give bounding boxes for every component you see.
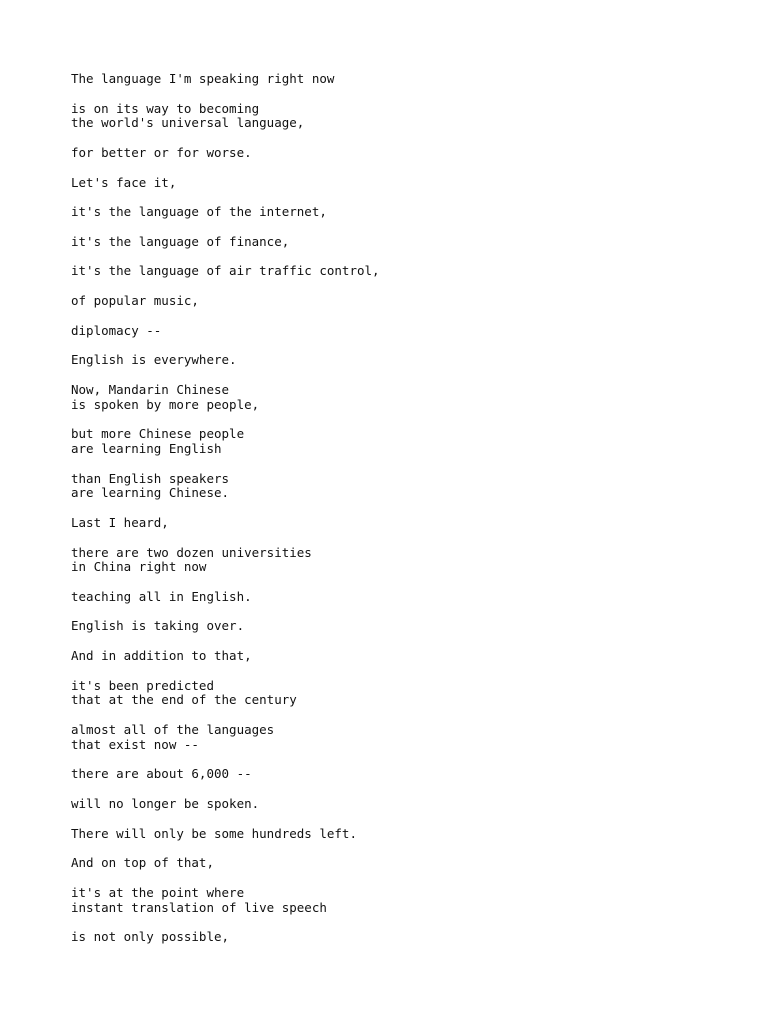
transcript-paragraph	[71, 516, 751, 531]
transcript-line: And in addition to that,	[71, 648, 252, 664]
transcript-line: almost all of the languages	[71, 722, 275, 738]
transcript-paragraph	[71, 797, 751, 812]
transcript-paragraph	[71, 723, 751, 753]
transcript-paragraph	[71, 886, 751, 916]
transcript-line: instant translation of live speech	[71, 899, 327, 915]
transcript-paragraph	[71, 827, 751, 842]
transcript-paragraph	[71, 353, 751, 368]
transcript-line: Now, Mandarin Chinese	[71, 381, 230, 397]
transcript-paragraph	[71, 856, 751, 871]
transcript-line: it's the language of finance,	[71, 233, 290, 249]
transcript-paragraph	[71, 383, 751, 413]
transcript-paragraph	[71, 324, 751, 339]
transcript-paragraph	[71, 767, 751, 782]
transcript-line: in China right now	[71, 559, 207, 575]
transcript-paragraph	[71, 294, 751, 309]
transcript-paragraph	[71, 235, 751, 250]
transcript-line: that exist now --	[71, 736, 199, 752]
transcript-line: English is everywhere.	[71, 352, 237, 368]
transcript-line: will no longer be spoken.	[71, 796, 260, 812]
transcript-line: it's at the point where	[71, 884, 245, 900]
transcript-line: And on top of that,	[71, 855, 214, 871]
transcript-line: There will only be some hundreds left.	[71, 825, 357, 841]
transcript-line: that at the end of the century	[71, 692, 297, 708]
transcript-line: is not only possible,	[71, 929, 230, 945]
transcript-paragraph	[71, 472, 751, 502]
transcript-paragraph	[71, 546, 751, 576]
transcript-line: diplomacy --	[71, 322, 162, 338]
transcript-line: it's been predicted	[71, 677, 214, 693]
transcript-paragraph	[71, 649, 751, 664]
transcript-line: it's the language of air traffic control,	[71, 263, 380, 279]
transcript-line: but more Chinese people	[71, 426, 245, 442]
transcript-line: teaching all in English.	[71, 588, 252, 604]
transcript-line: Let's face it,	[71, 174, 177, 190]
transcript-paragraph	[71, 619, 751, 634]
transcript-line: is on its way to becoming	[71, 100, 260, 116]
transcript-line: than English speakers	[71, 470, 230, 486]
transcript-paragraph	[71, 102, 751, 132]
transcript-page	[71, 72, 751, 960]
transcript-paragraph	[71, 264, 751, 279]
transcript-line: there are about 6,000 --	[71, 766, 252, 782]
transcript-line: are learning Chinese.	[71, 485, 230, 501]
transcript-paragraph	[71, 176, 751, 191]
transcript-paragraph	[71, 146, 751, 161]
transcript-line: English is taking over.	[71, 618, 245, 634]
transcript-paragraph	[71, 427, 751, 457]
transcript-paragraph	[71, 72, 751, 87]
transcript-line: there are two dozen universities	[71, 544, 312, 560]
transcript-line: are learning English	[71, 440, 222, 456]
transcript-paragraph	[71, 930, 751, 945]
transcript-line: of popular music,	[71, 292, 199, 308]
transcript-line: Last I heard,	[71, 514, 169, 530]
transcript-line: the world's universal language,	[71, 115, 305, 131]
transcript-line: is spoken by more people,	[71, 396, 260, 412]
transcript-line: for better or for worse.	[71, 144, 252, 160]
transcript-paragraph	[71, 205, 751, 220]
transcript-paragraph	[71, 679, 751, 709]
transcript-line: it's the language of the internet,	[71, 204, 327, 220]
transcript-paragraph	[71, 590, 751, 605]
transcript-line: The language I'm speaking right now	[71, 71, 335, 86]
